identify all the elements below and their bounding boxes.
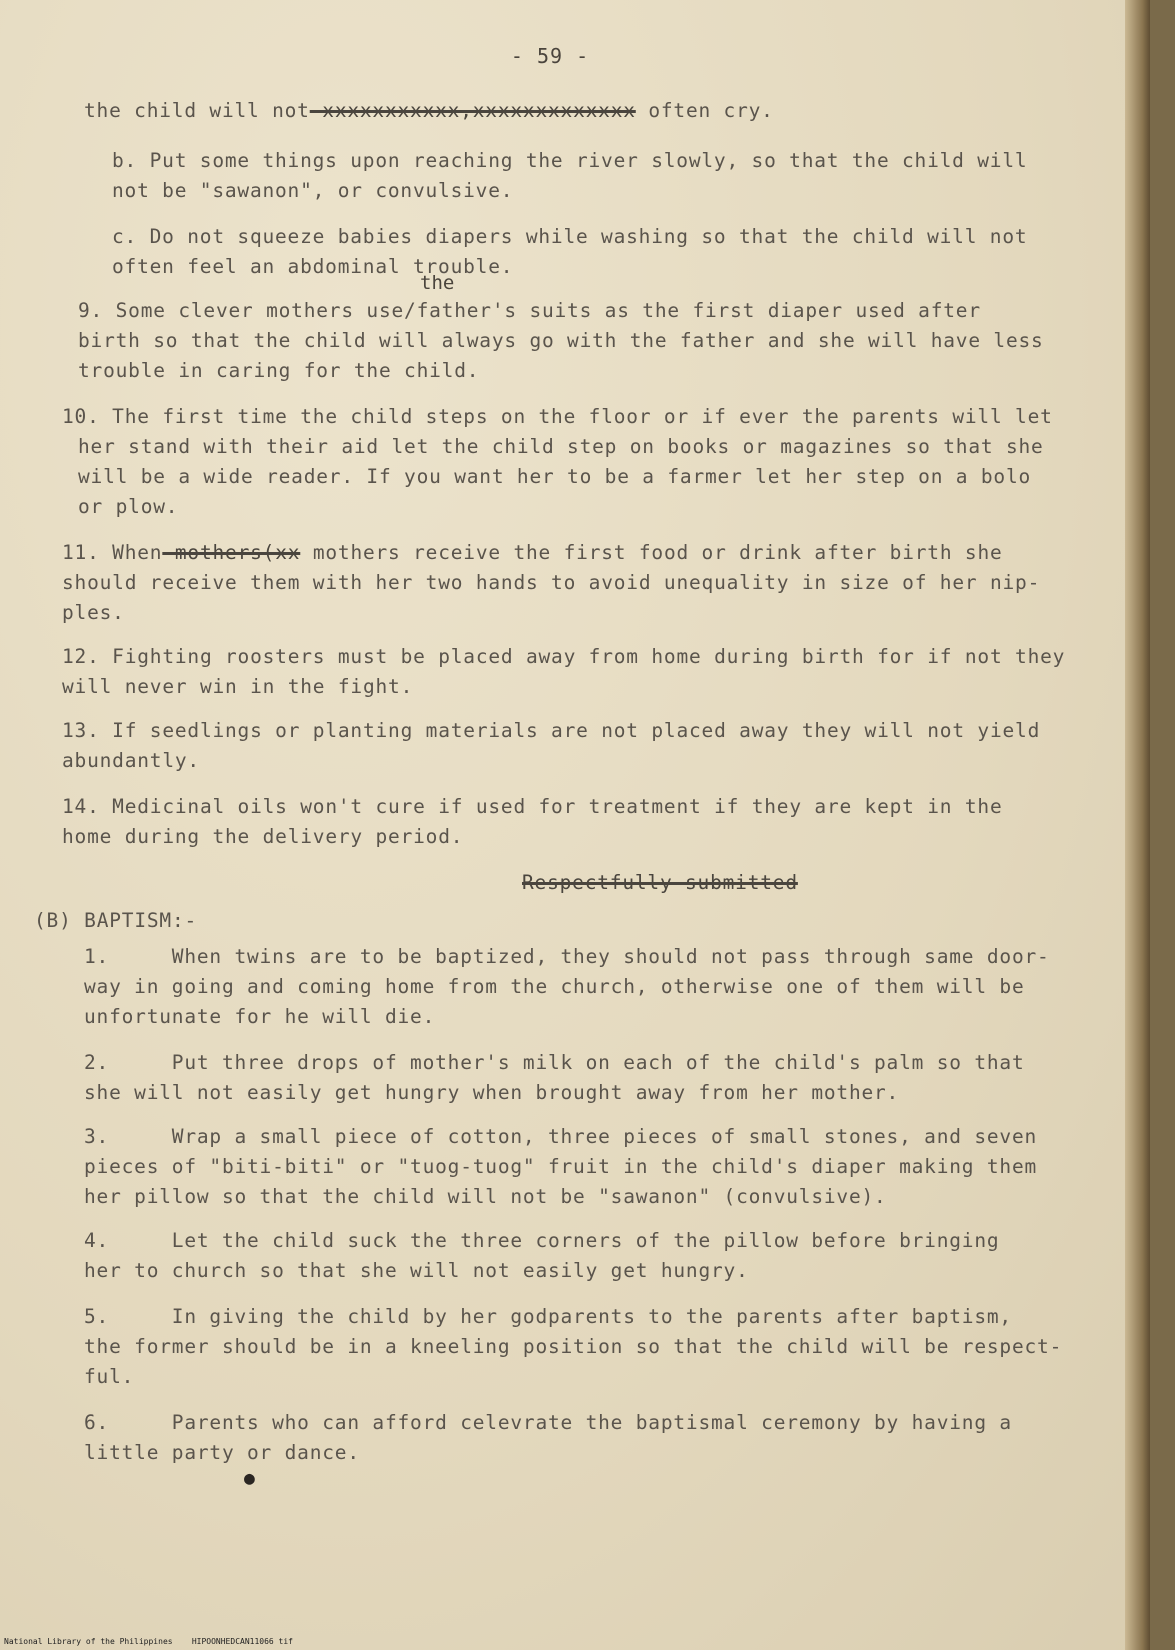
line-text: (B) BAPTISM:- bbox=[34, 909, 198, 932]
typed-line bbox=[78, 492, 178, 522]
typed-line bbox=[84, 1182, 887, 1212]
line-text: 14. Medicinal oils won't cure if used for treatment if they are kept in the bbox=[62, 795, 1003, 818]
line-text: 11. When bbox=[62, 541, 163, 564]
line-text: often feel an abdominal trouble. bbox=[112, 255, 514, 278]
line-text: ful. bbox=[84, 1365, 135, 1388]
line-text: should receive them with her two hands to avoid unequality in size of her nip- bbox=[62, 571, 1041, 594]
line-text: will be a wide reader. If you want her to be a farmer let her step on a bolo bbox=[78, 465, 1032, 488]
typed-line bbox=[62, 746, 200, 776]
line-text: 1. When twins are to be baptized, they should not pass through same door- bbox=[84, 945, 1050, 968]
typed-line bbox=[84, 96, 774, 126]
line-text: ples. bbox=[62, 601, 125, 624]
line-text: 12. Fighting roosters must be placed away from home during birth for if not they bbox=[62, 645, 1066, 668]
typed-line bbox=[62, 568, 1040, 598]
struck-text: Respectfully submitted bbox=[522, 871, 798, 894]
typed-line bbox=[62, 402, 1053, 432]
typed-line bbox=[34, 906, 197, 936]
typed-line bbox=[84, 972, 1025, 1002]
line-text: c. Do not squeeze babies diapers while washing so that the child will not bbox=[112, 225, 1028, 248]
struck-text: xxxxxxxxxxx,xxxxxxxxxxxxx bbox=[309, 99, 636, 122]
line-text: pieces of "biti-biti" or "tuog-tuog" fruit in the child's diaper making them bbox=[84, 1155, 1038, 1178]
typed-line bbox=[522, 868, 798, 898]
typed-line bbox=[62, 672, 413, 702]
line-text: 3. Wrap a small piece of cotton, three pieces of small stones, and seven bbox=[84, 1125, 1038, 1148]
typed-line bbox=[112, 252, 513, 282]
line-text-rest: often cry. bbox=[635, 99, 774, 122]
typed-line bbox=[84, 1078, 899, 1108]
typed-line bbox=[84, 1362, 134, 1392]
line-text: abundantly. bbox=[62, 749, 200, 772]
typed-line bbox=[112, 176, 513, 206]
line-text: 4. Let the child suck the three corners of the pillow before bringing bbox=[84, 1229, 1000, 1252]
typed-line bbox=[84, 1048, 1025, 1078]
archive-footer: National Library of the Philippines HIPOONHEDCAN11066 tif bbox=[4, 1637, 293, 1646]
typed-line bbox=[62, 538, 1003, 568]
typed-line bbox=[78, 356, 479, 386]
typed-line bbox=[84, 1152, 1037, 1182]
line-text: or plow. bbox=[78, 495, 179, 518]
line-text: 6. Parents who can afford celevrate the baptismal ceremony by having a bbox=[84, 1411, 1012, 1434]
line-text: 5. In giving the child by her godparents to the parents after baptism, bbox=[84, 1305, 1012, 1328]
typed-line bbox=[78, 432, 1044, 462]
handwritten-insert: the bbox=[420, 272, 455, 294]
line-text: 10. The first time the child steps on the floor or if ever the parents will let bbox=[62, 405, 1053, 428]
line-text: way in going and coming home from the church, otherwise one of them will be bbox=[84, 975, 1025, 998]
line-text: her stand with their aid let the child step on books or magazines so that she bbox=[78, 435, 1044, 458]
typed-line bbox=[78, 326, 1044, 356]
line-text: her to church so that she will not easily get hungry. bbox=[84, 1259, 749, 1282]
line-text: home during the delivery period. bbox=[62, 825, 464, 848]
typed-line bbox=[112, 222, 1027, 252]
typed-line bbox=[84, 1332, 1062, 1362]
line-text: birth so that the child will always go with the father and she will have less bbox=[78, 329, 1044, 352]
line-text: 13. If seedlings or planting materials are not placed away they will not yield bbox=[62, 719, 1041, 742]
line-text: 2. Put three drops of mother's milk on each of the child's palm so that bbox=[84, 1051, 1025, 1074]
typed-line bbox=[62, 792, 1003, 822]
line-text: the former should be in a kneeling position so that the child will be respect- bbox=[84, 1335, 1063, 1358]
line-text: little party or dance. bbox=[84, 1441, 360, 1464]
typed-line bbox=[84, 1226, 999, 1256]
line-text: will never win in the fight. bbox=[62, 675, 414, 698]
line-text: she will not easily get hungry when brought away from her mother. bbox=[84, 1081, 900, 1104]
typed-line bbox=[84, 1256, 749, 1286]
typed-line bbox=[84, 1438, 360, 1468]
typed-line bbox=[62, 822, 463, 852]
struck-text: mothers(xx bbox=[162, 541, 301, 564]
line-text: unfortunate for he will die. bbox=[84, 1005, 436, 1028]
line-text: b. Put some things upon reaching the river slowly, so that the child will bbox=[112, 149, 1028, 172]
typed-line bbox=[84, 1302, 1012, 1332]
typed-line bbox=[112, 146, 1027, 176]
typed-line bbox=[84, 1002, 435, 1032]
typed-line bbox=[84, 942, 1050, 972]
line-text-rest: mothers receive the first food or drink after birth she bbox=[300, 541, 1003, 564]
typed-line bbox=[62, 642, 1065, 672]
line-text: her pillow so that the child will not be "sawanon" (convulsive). bbox=[84, 1185, 887, 1208]
line-text: trouble in caring for the child. bbox=[78, 359, 480, 382]
typed-line bbox=[62, 598, 125, 628]
typed-line bbox=[78, 296, 981, 326]
page-edge bbox=[1125, 0, 1150, 1650]
line-text: 9. Some clever mothers use/father's suits as the first diaper used after bbox=[78, 299, 981, 322]
page-number: - 59 - bbox=[510, 44, 590, 68]
line-text: the child will not bbox=[84, 99, 310, 122]
typed-line bbox=[78, 462, 1031, 492]
typed-line bbox=[84, 1122, 1037, 1152]
ink-dot: ● bbox=[244, 1468, 255, 1489]
typed-line bbox=[62, 716, 1040, 746]
line-text: not be "sawanon", or convulsive. bbox=[112, 179, 514, 202]
typed-line bbox=[84, 1408, 1012, 1438]
